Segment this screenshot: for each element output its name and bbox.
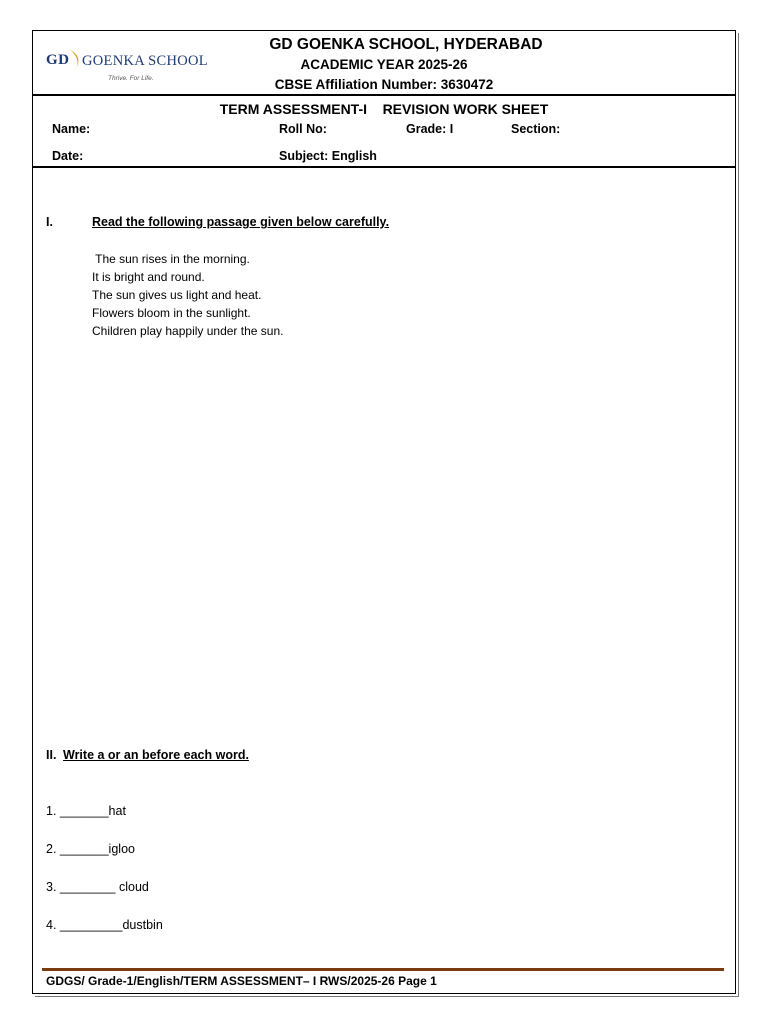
section-field-label: Section: (511, 122, 561, 136)
question-2: 2. _______igloo (46, 842, 135, 856)
section-1-title: Read the following passage given below carefully. (92, 215, 390, 229)
section-1-number: I. (46, 215, 53, 229)
footer-rule (42, 968, 724, 971)
section-2-title: Write a or an before each word. (63, 748, 249, 762)
name-field-label: Name: (52, 122, 91, 136)
passage-line: It is bright and round. (92, 270, 205, 284)
question-1: 1. _______hat (46, 804, 126, 818)
fields-divider (32, 166, 736, 168)
term-title: TERM ASSESSMENT-I REVISION WORK SHEET (219, 101, 549, 117)
logo-tagline: Thrive. For Life. (108, 75, 154, 82)
logo-gd-text: GD (46, 52, 70, 68)
academic-year: ACADEMIC YEAR 2025-26 (300, 57, 468, 72)
header-divider (32, 94, 736, 96)
date-field-label: Date: (52, 149, 84, 163)
page-footer: GDGS/ Grade-1/English/TERM ASSESSMENT– I RWS/2025-26 Page 1 (46, 974, 437, 988)
section-2-number: II. (46, 748, 57, 762)
passage-line: The sun gives us light and heat. (92, 288, 262, 302)
question-4: 4. _________dustbin (46, 918, 163, 932)
school-name: GD GOENKA SCHOOL, HYDERABAD (269, 36, 543, 53)
passage-line: Flowers bloom in the sunlight. (92, 306, 251, 320)
passage-line: The sun rises in the morning. (92, 252, 250, 266)
logo-school-name: GOENKA SCHOOL (82, 53, 208, 69)
question-3: 3. ________ cloud (46, 880, 149, 894)
subject-field-label: Subject: English (279, 149, 377, 163)
passage-line: Children play happily under the sun. (92, 324, 284, 338)
roll-no-field-label: Roll No: (279, 122, 327, 136)
affiliation-number: CBSE Affiliation Number: 3630472 (274, 77, 494, 92)
grade-field-label: Grade: I (406, 122, 454, 136)
page-border (32, 30, 736, 994)
reading-passage (92, 250, 283, 340)
